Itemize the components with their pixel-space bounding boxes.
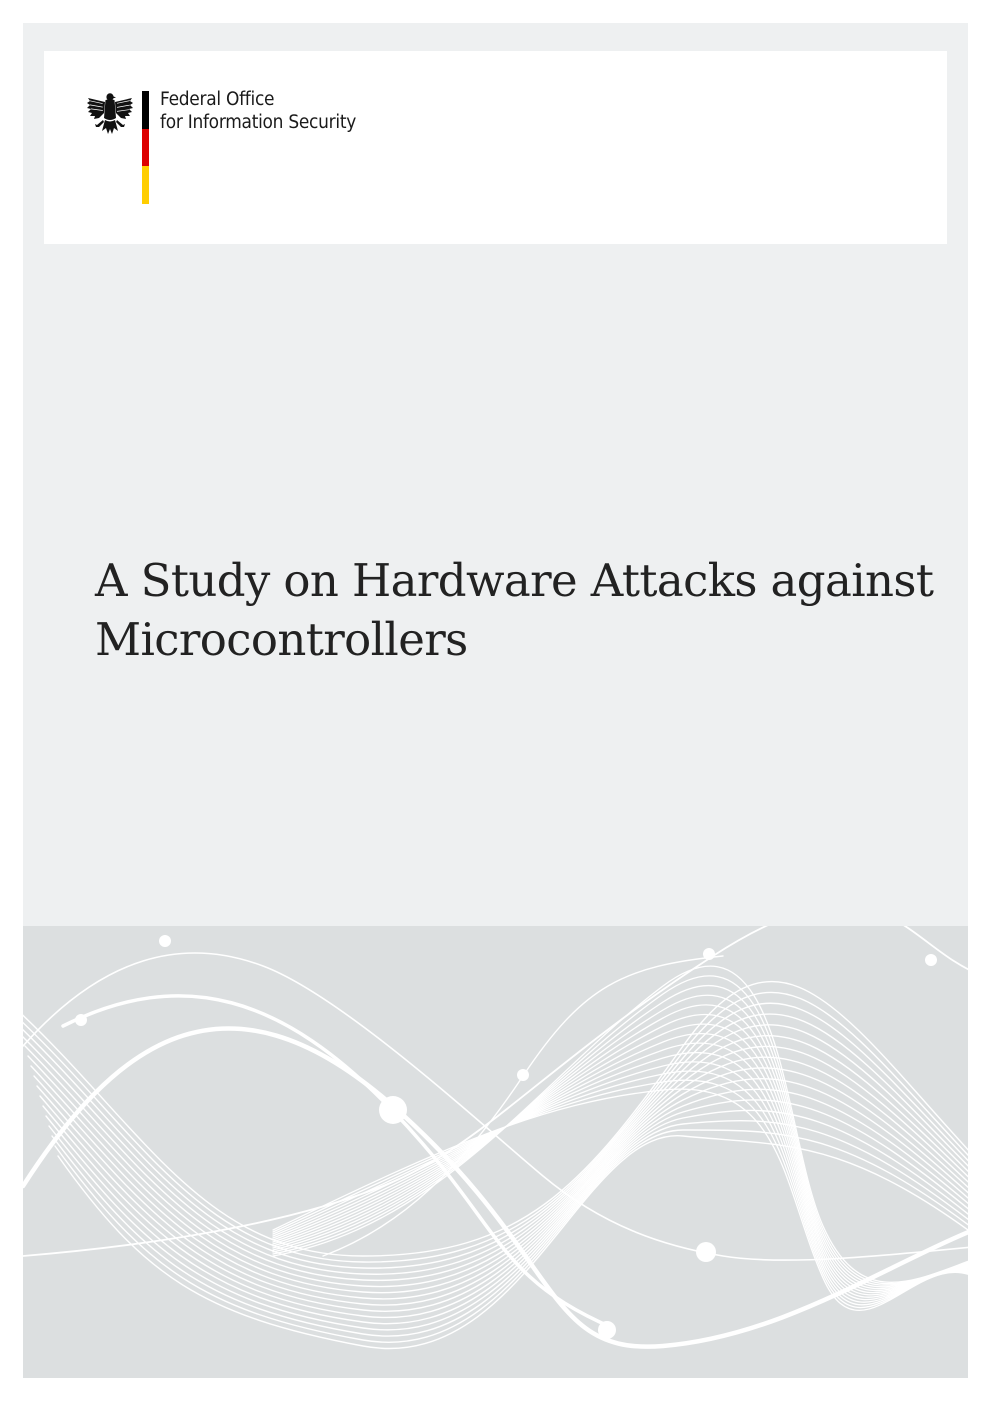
wave-graphic — [23, 926, 968, 1378]
wave-bundle-line — [273, 1043, 968, 1297]
flag-stripe-gold — [142, 166, 149, 204]
header-panel — [44, 51, 947, 244]
wave-node-dot — [703, 948, 715, 960]
title-line-2: Microcontrollers — [95, 613, 468, 666]
flag-stripe-black — [142, 91, 149, 129]
org-line-2: for Information Security — [160, 112, 357, 133]
wave-bundle-line — [273, 1080, 968, 1307]
wave-bundle-line — [273, 1089, 968, 1310]
flag-stripe-red — [142, 129, 149, 167]
wave-main-stroke — [23, 1028, 968, 1346]
document-title — [95, 551, 945, 669]
wave-node-dot — [598, 1321, 616, 1339]
title-line-1: A Study on Hardware Attacks against — [95, 554, 934, 607]
wave-node-dot — [517, 1069, 529, 1081]
flag-bar — [142, 91, 149, 204]
wave-node-dot — [75, 1014, 87, 1026]
organization-name — [160, 88, 356, 134]
cover-page — [23, 23, 968, 1378]
wave-node-dot — [925, 954, 937, 966]
wave-node-dot — [379, 1096, 407, 1124]
wave-node-dot — [696, 1242, 716, 1262]
federal-eagle-icon — [86, 91, 134, 143]
org-line-1: Federal Office — [160, 89, 275, 110]
wave-lines-illustration — [23, 926, 968, 1378]
wave-node-dot — [159, 935, 171, 947]
